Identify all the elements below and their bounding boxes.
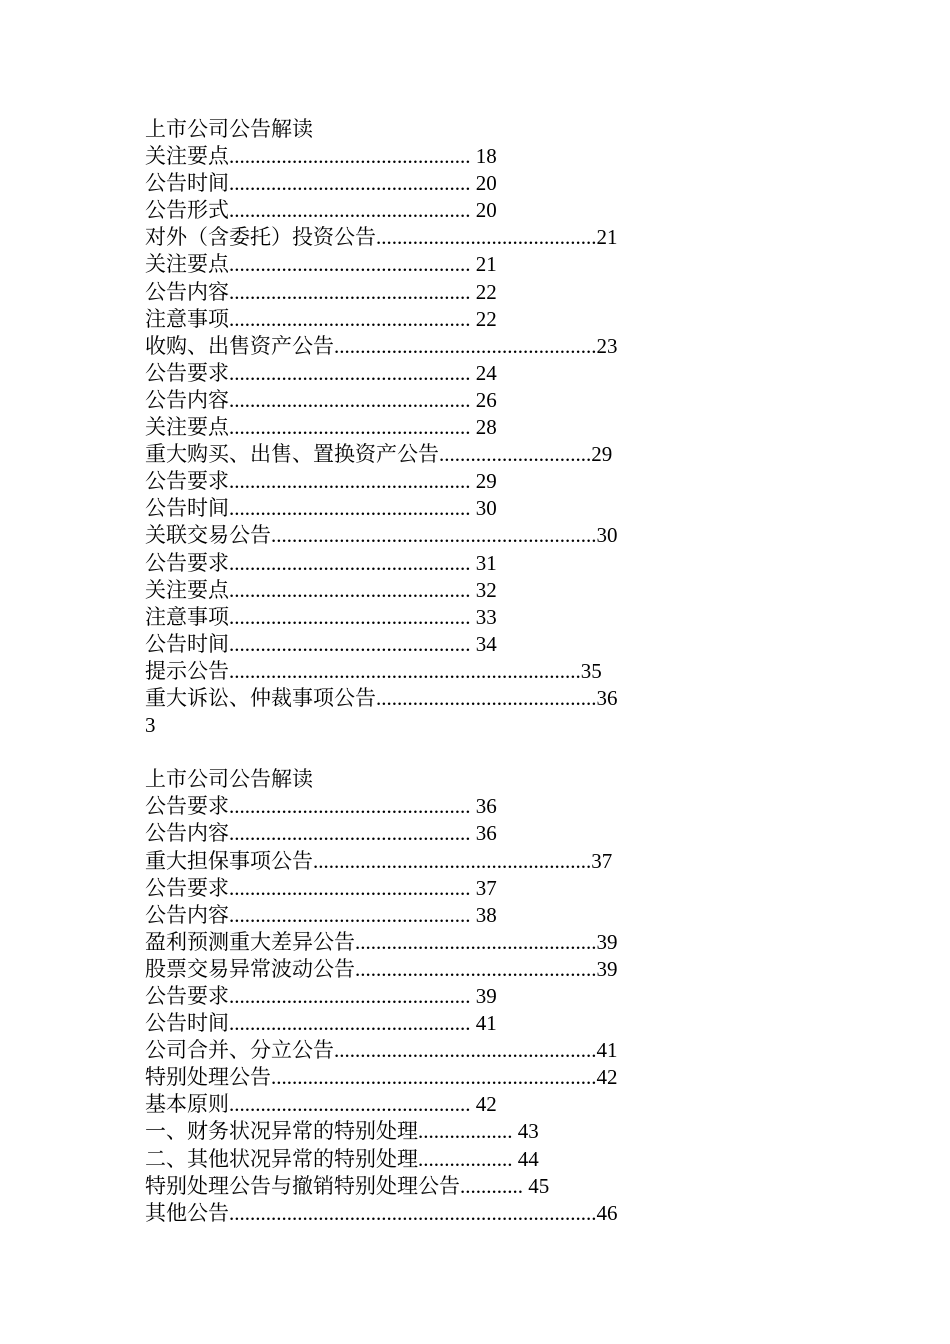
toc-entry: 收购、出售资产公告..................................................23 xyxy=(145,333,618,358)
toc-entry: 公告要求.............................................. 37 xyxy=(145,875,497,900)
toc-entry: 公告内容.............................................. 36 xyxy=(145,821,497,846)
toc-entry: 重大购买、出售、置换资产公告.............................29 xyxy=(145,442,613,467)
toc-entry: 基本原则.............................................. 42 xyxy=(145,1092,497,1117)
toc-entry: 一、财务状况异常的特别处理.................. 43 xyxy=(145,1119,539,1144)
toc-entry: 公告时间.............................................. 41 xyxy=(145,1011,497,1036)
toc-entry: 公告内容.............................................. 22 xyxy=(145,279,497,304)
toc-entry: 二、其他状况异常的特别处理.................. 44 xyxy=(145,1146,539,1171)
toc-entry: 特别处理公告..............................................................42 xyxy=(145,1065,618,1090)
page-number: 3 xyxy=(145,713,156,738)
toc-entry: 公告要求.............................................. 36 xyxy=(145,794,497,819)
toc-entry: 重大诉讼、仲裁事项公告..........................................36 xyxy=(145,685,618,710)
toc-entry: 其他公告......................................................................46 xyxy=(145,1200,618,1225)
page-break-gap xyxy=(145,739,705,766)
toc-entry: 股票交易异常波动公告..............................................39 xyxy=(145,956,618,981)
toc-entry: 对外（含委托）投资公告..........................................21 xyxy=(145,225,618,250)
toc-entry: 公告形式.............................................. 20 xyxy=(145,198,497,223)
toc-entry: 提示公告...................................................................35 xyxy=(145,658,602,683)
toc-entry: 公告时间.............................................. 34 xyxy=(145,631,497,656)
toc-entry: 公司合并、分立公告..................................................41 xyxy=(145,1038,618,1063)
toc-entry: 盈利预测重大差异公告..............................................39 xyxy=(145,929,618,954)
toc-entry: 注意事项.............................................. 33 xyxy=(145,604,497,629)
toc-entry: 关注要点.............................................. 28 xyxy=(145,415,497,440)
toc-entry: 公告内容.............................................. 38 xyxy=(145,902,497,927)
block1-header: 上市公司公告解读 xyxy=(145,117,313,141)
toc-entry: 特别处理公告与撤销特别处理公告............ 45 xyxy=(145,1173,550,1198)
toc-entry: 关联交易公告..............................................................30 xyxy=(145,523,618,548)
toc-entry: 注意事项.............................................. 22 xyxy=(145,306,497,331)
toc-entry: 关注要点.............................................. 18 xyxy=(145,144,497,169)
toc-entry: 重大担保事项公告.....................................................37 xyxy=(145,848,613,873)
toc-page xyxy=(145,116,705,1227)
toc-entry: 关注要点.............................................. 21 xyxy=(145,252,497,277)
toc-entry: 公告内容.............................................. 26 xyxy=(145,387,497,412)
toc-entry: 公告要求.............................................. 31 xyxy=(145,550,497,575)
toc-entry: 公告时间.............................................. 30 xyxy=(145,496,497,521)
toc-entry: 关注要点.............................................. 32 xyxy=(145,577,497,602)
toc-entry: 公告时间.............................................. 20 xyxy=(145,171,497,196)
toc-entry: 公告要求.............................................. 29 xyxy=(145,469,497,494)
block2-header: 上市公司公告解读 xyxy=(145,767,313,792)
toc-entry: 公告要求.............................................. 39 xyxy=(145,984,497,1008)
toc-entry: 公告要求.............................................. 24 xyxy=(145,360,497,385)
